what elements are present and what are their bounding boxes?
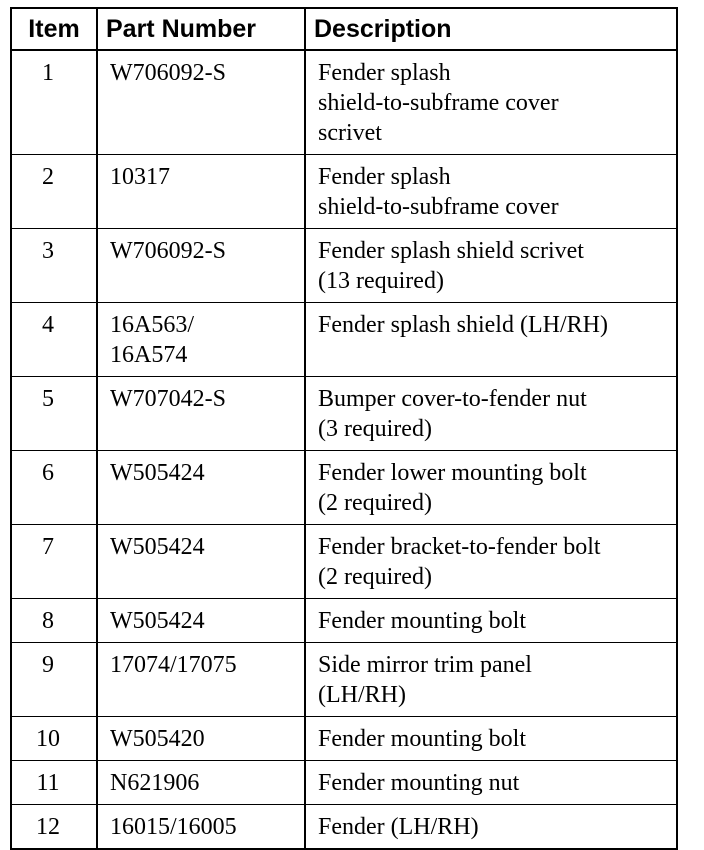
part-number-cell: W505424	[97, 451, 305, 525]
table-row	[11, 805, 677, 850]
table-row	[11, 303, 677, 377]
part-number-cell: N621906	[97, 761, 305, 805]
item-cell: 6	[11, 451, 97, 525]
part-number-cell: W505420	[97, 717, 305, 761]
item-cell: 2	[11, 155, 97, 229]
description-cell: Fender mounting nut	[305, 761, 677, 805]
description-cell: Fender mounting bolt	[305, 599, 677, 643]
table-row	[11, 229, 677, 303]
table-row	[11, 761, 677, 805]
item-cell: 5	[11, 377, 97, 451]
part-number-cell: 17074/17075	[97, 643, 305, 717]
item-cell: 8	[11, 599, 97, 643]
table-row	[11, 155, 677, 229]
part-number-cell: W706092-S	[97, 50, 305, 155]
item-cell: 12	[11, 805, 97, 850]
part-number-cell: 10317	[97, 155, 305, 229]
description-cell: Fender mounting bolt	[305, 717, 677, 761]
table-row	[11, 451, 677, 525]
table-row	[11, 525, 677, 599]
header-part-number: Part Number	[97, 8, 305, 50]
description-cell: Fender bracket-to-fender bolt (2 required)	[305, 525, 677, 599]
table-row	[11, 50, 677, 155]
table-row	[11, 599, 677, 643]
item-cell: 1	[11, 50, 97, 155]
item-cell: 7	[11, 525, 97, 599]
item-cell: 11	[11, 761, 97, 805]
item-cell: 10	[11, 717, 97, 761]
description-cell: Fender splash shield-to-subframe cover	[305, 155, 677, 229]
item-cell: 3	[11, 229, 97, 303]
description-cell: Bumper cover-to-fender nut (3 required)	[305, 377, 677, 451]
part-number-cell: W505424	[97, 525, 305, 599]
item-cell: 4	[11, 303, 97, 377]
description-cell: Fender (LH/RH)	[305, 805, 677, 850]
part-number-cell: 16A563/ 16A574	[97, 303, 305, 377]
table-row	[11, 643, 677, 717]
item-cell: 9	[11, 643, 97, 717]
description-cell: Side mirror trim panel (LH/RH)	[305, 643, 677, 717]
header-row	[11, 8, 677, 50]
part-number-cell: W707042-S	[97, 377, 305, 451]
table-body	[11, 50, 677, 849]
part-number-cell: W505424	[97, 599, 305, 643]
description-cell: Fender splash shield (LH/RH)	[305, 303, 677, 377]
part-number-cell: W706092-S	[97, 229, 305, 303]
description-cell: Fender splash shield scrivet (13 required)	[305, 229, 677, 303]
header-description: Description	[305, 8, 677, 50]
table-row	[11, 377, 677, 451]
part-number-cell: 16015/16005	[97, 805, 305, 850]
parts-table-container	[10, 7, 676, 850]
parts-table	[10, 7, 678, 850]
description-cell: Fender lower mounting bolt (2 required)	[305, 451, 677, 525]
table-row	[11, 717, 677, 761]
table-header	[11, 8, 677, 50]
description-cell: Fender splash shield-to-subframe cover scrivet	[305, 50, 677, 155]
header-item: Item	[11, 8, 97, 50]
